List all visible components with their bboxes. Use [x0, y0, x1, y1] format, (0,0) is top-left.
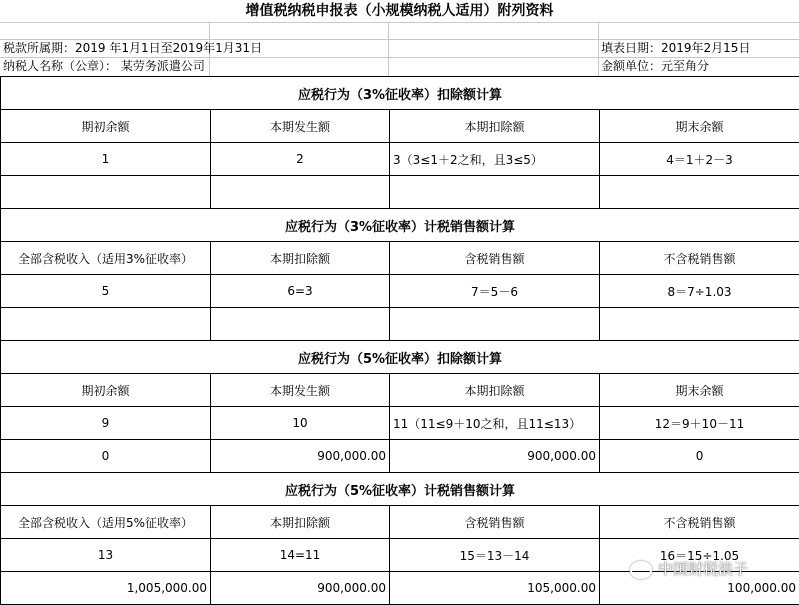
value-cell[interactable]: 100,000.00	[600, 572, 799, 605]
formula-cell[interactable]: 16＝15÷1.05	[600, 539, 799, 572]
deduction-table	[0, 76, 799, 605]
formula-cell[interactable]: 7＝5－6	[390, 275, 600, 308]
value-cell[interactable]: 1,005,000.00	[1, 572, 211, 605]
value-cell[interactable]	[600, 308, 799, 341]
column-header[interactable]: 本期扣除额	[390, 374, 600, 407]
value-cell[interactable]	[211, 176, 390, 209]
column-header[interactable]: 不含税销售额	[600, 506, 799, 539]
section-heading-row	[1, 473, 799, 506]
formula-cell[interactable]: 8＝7÷1.03	[600, 275, 799, 308]
column-header[interactable]: 期初余额	[1, 374, 211, 407]
watermark-text: 中国财税浪子	[658, 560, 748, 578]
value-row	[1, 176, 799, 209]
value-cell[interactable]: 0	[600, 440, 799, 473]
watermark	[630, 556, 795, 582]
formula-cell[interactable]: 11（11≤9＋10之和，且11≤13）	[390, 407, 600, 440]
column-header[interactable]: 期末余额	[600, 374, 799, 407]
formula-cell[interactable]: 3（3≤1＋2之和，且3≤5）	[390, 143, 600, 176]
section-heading: 应税行为（5%征收率）扣除额计算	[1, 341, 799, 374]
value-cell[interactable]: 900,000.00	[390, 440, 600, 473]
column-header-row	[1, 506, 799, 539]
gridline	[598, 22, 599, 76]
gridline	[388, 22, 389, 76]
column-header-row	[1, 242, 799, 275]
column-header[interactable]: 本期扣除额	[390, 110, 600, 143]
column-header[interactable]: 本期发生额	[211, 374, 390, 407]
value-cell[interactable]	[1, 176, 211, 209]
column-header[interactable]: 期末余额	[600, 110, 799, 143]
value-cell[interactable]: 105,000.00	[390, 572, 600, 605]
gridline	[0, 22, 799, 23]
column-header[interactable]: 本期扣除额	[211, 242, 390, 275]
value-row	[1, 440, 799, 473]
value-cell[interactable]: 900,000.00	[211, 572, 390, 605]
section-heading: 应税行为（3%征收率）计税销售额计算	[1, 209, 799, 242]
value-cell[interactable]: 0	[1, 440, 211, 473]
formula-cell[interactable]: 2	[211, 143, 390, 176]
wechat-icon	[630, 561, 652, 579]
formula-cell[interactable]: 1	[1, 143, 211, 176]
column-header-row	[1, 374, 799, 407]
formula-row	[1, 407, 799, 440]
column-header[interactable]: 含税销售额	[390, 242, 600, 275]
formula-cell[interactable]: 6=3	[211, 275, 390, 308]
value-cell[interactable]	[1, 308, 211, 341]
value-cell[interactable]	[390, 308, 600, 341]
formula-cell[interactable]: 5	[1, 275, 211, 308]
formula-cell[interactable]: 12＝9＋10－11	[600, 407, 799, 440]
column-header[interactable]: 含税销售额	[390, 506, 600, 539]
column-header-row	[1, 110, 799, 143]
tax-period: 税款所属期：2019 年1月1日至2019年1月31日	[3, 40, 262, 57]
value-cell[interactable]	[211, 308, 390, 341]
form-title: 增值税纳税申报表（小规模纳税人适用）附列资料	[0, 0, 799, 22]
value-cell[interactable]: 900,000.00	[211, 440, 390, 473]
amount-unit: 金额单位：元至角分	[601, 58, 709, 75]
value-row	[1, 308, 799, 341]
section-heading-row	[1, 209, 799, 242]
value-cell[interactable]	[600, 176, 799, 209]
formula-cell[interactable]: 10	[211, 407, 390, 440]
formula-cell[interactable]: 4＝1＋2－3	[600, 143, 799, 176]
column-header[interactable]: 本期扣除额	[211, 506, 390, 539]
formula-cell[interactable]: 14=11	[211, 539, 390, 572]
section-heading: 应税行为（5%征收率）计税销售额计算	[1, 473, 799, 506]
formula-cell[interactable]: 15＝13－14	[390, 539, 600, 572]
section-heading-row	[1, 77, 799, 110]
column-header[interactable]: 不含税销售额	[600, 242, 799, 275]
value-cell[interactable]	[390, 176, 600, 209]
section-heading: 应税行为（3%征收率）扣除额计算	[1, 77, 799, 110]
formula-row	[1, 143, 799, 176]
formula-cell[interactable]: 9	[1, 407, 211, 440]
column-header[interactable]: 全部含税收入（适用5%征收率）	[1, 506, 211, 539]
column-header[interactable]: 全部含税收入（适用3%征收率）	[1, 242, 211, 275]
column-header[interactable]: 本期发生额	[211, 110, 390, 143]
column-header[interactable]: 期初余额	[1, 110, 211, 143]
section-heading-row	[1, 341, 799, 374]
taxpayer-name: 纳税人名称（公章）： 某劳务派遣公司	[3, 58, 205, 75]
formula-row	[1, 275, 799, 308]
fill-date: 填表日期：2019年2月15日	[601, 40, 750, 57]
formula-cell[interactable]: 13	[1, 539, 211, 572]
